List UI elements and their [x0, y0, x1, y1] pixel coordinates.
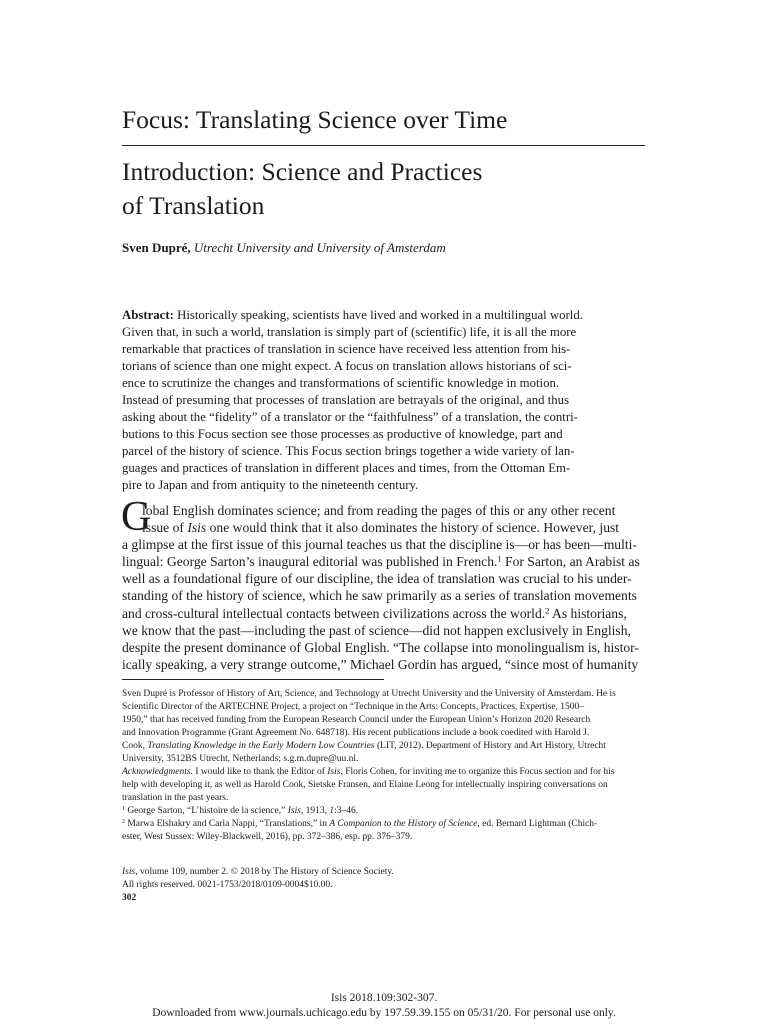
- abstract-line: ence to scrutinize the changes and transformations of scientific knowledge in motion.: [122, 376, 560, 390]
- abstract-line: pire to Japan and from antiquity to the nineteenth century.: [122, 478, 419, 492]
- body-text: [121, 494, 645, 673]
- text-run: one would think that it also dominates the history of science. However, just: [206, 520, 620, 536]
- body-line: [122, 536, 645, 553]
- italic-text: Isis,: [287, 806, 304, 816]
- italic-text: 1: [329, 806, 335, 816]
- abstract-line: [122, 307, 583, 324]
- footnote-line: [122, 805, 616, 818]
- text-run: help with developing it, as well as Harold Cook, Sietske Fransen, and Elaine Leong for intellectually inspiring conversations on: [122, 780, 608, 790]
- text-run: Sven Dupré is Professor of History of Art, Science, and Technology at Utrecht University and the University of Amsterdam. He is: [122, 689, 616, 699]
- text-run: standing of the history of science, which he saw primarily as a series of translation movements: [122, 588, 637, 604]
- abstract-line: Instead of presuming that processes of translation are betrayals of the original, and thus: [122, 393, 570, 407]
- italic-text: Isis: [187, 520, 207, 536]
- text-run: translation in the past years.: [122, 793, 229, 803]
- text-run: 1950,” that has received funding from the European Research Council under the European Union’s Horizon 2020 Research: [122, 715, 591, 725]
- footnote-line: [122, 766, 616, 779]
- body-line: [122, 656, 645, 673]
- text-run: issue of: [142, 520, 188, 536]
- article-title-line: of Translation: [122, 191, 265, 220]
- footnote-line: [122, 831, 616, 844]
- text-run: and cross-cultural intellectual contacts between civilizations across the world.: [122, 605, 546, 621]
- body-line: [122, 519, 645, 536]
- italic-text: Isis,: [327, 767, 343, 777]
- author-name: Sven Dupré,: [122, 240, 191, 255]
- body-line: [122, 639, 645, 656]
- text-run: Cook,: [122, 741, 148, 751]
- footnote-line: [122, 688, 616, 701]
- drop-cap: G: [121, 494, 152, 540]
- body-line: [122, 605, 645, 622]
- footnote-marker: 1: [122, 805, 125, 812]
- text-run: ed. Bernard Lightman (Chich-: [479, 819, 598, 829]
- text-run: 1913,: [303, 806, 330, 816]
- text-run: :3–46.: [334, 806, 359, 816]
- page-number: 302: [122, 893, 137, 903]
- body-line: [122, 553, 645, 570]
- body-lines: [122, 502, 645, 673]
- footnote-marker: 2: [122, 818, 125, 825]
- title-divider: [122, 145, 645, 146]
- byline: [122, 240, 446, 256]
- text-run: Scientific Director of the ARTECHNE Project, a project on “Technique in the Arts: Concepts, Practices, Expertise, 1500–: [122, 702, 585, 712]
- text-run: ester, West Sussex: Wiley-Blackwell, 2016), pp. 372–386, esp. pp. 376–379.: [122, 832, 413, 842]
- footnote-line: [122, 792, 616, 805]
- journal-citation: [122, 866, 394, 905]
- focus-section-title: Focus: Translating Science over Time: [122, 105, 508, 134]
- abstract-line: guages and practices of translation in different places and times, from the Ottoman Em-: [122, 461, 571, 475]
- footnote-line: [122, 714, 616, 727]
- page-reference: Isis 2018.109:302-307.: [330, 992, 438, 1004]
- abstract-line: torians of science than one might expect. A focus on translation allows historians of sci-: [122, 359, 572, 373]
- text-run: lingual: George Sarton’s inaugural editorial was published in French.: [122, 554, 498, 570]
- text-run: lobal English dominates science; and from reading the pages of this or any other recent: [142, 503, 616, 518]
- text-run: University, 3512BS Utrecht, Netherlands; s.g.m.dupre@uu.nl.: [122, 754, 359, 764]
- text-run: George Sarton, “L’histoire de la science,”: [124, 806, 288, 816]
- journal-name: Isis: [122, 867, 136, 877]
- text-run: and Innovation Programme (Grant Agreement No. 648718). His recent publications include a book coedited with Harold J.: [122, 728, 590, 738]
- article-title: [122, 155, 482, 223]
- italic-text: Acknowledgments.: [122, 767, 193, 777]
- text-run: we know that the past—including the past of science—did not happen exclusively in English,: [122, 622, 631, 638]
- citation-text: , volume 109, number 2. © 2018 by The History of Science Society.: [135, 867, 394, 877]
- footnote-line: [122, 753, 616, 766]
- footnote-line: [122, 701, 616, 714]
- text-run: Marwa Elshakry and Carla Nappi, “Translations,” in: [124, 819, 330, 829]
- abstract: [122, 307, 583, 494]
- footnote-marker: 2: [545, 604, 550, 615]
- article-title-line: Introduction: Science and Practices: [122, 157, 483, 186]
- text-run: well as a foundational figure of our discipline, the idea of translation was crucial to his under-: [122, 571, 632, 587]
- footnote-line: [122, 779, 616, 792]
- text-run: ically speaking, a very strange outcome,” Michael Gordin has argued, “since most of humanity: [122, 656, 639, 672]
- footnote-line: [122, 818, 616, 831]
- abstract-line: butions to this Focus section see those processes as productive of knowledge, part and: [122, 427, 563, 441]
- rights-line: All rights reserved. 0021-1753/2018/0109-0004$10.00.: [122, 880, 333, 890]
- abstract-text: Historically speaking, scientists have lived and worked in a multilingual world.: [173, 308, 583, 322]
- text-run: As historians,: [549, 605, 627, 621]
- text-run: For Sarton, an Arabist as: [501, 554, 640, 570]
- italic-text: A Companion to the History of Science,: [329, 819, 480, 829]
- body-line: [122, 502, 645, 519]
- abstract-line: asking about the “fidelity” of a translator or the “faithfulness” of a translation, the contri-: [122, 410, 578, 424]
- abstract-line: Given that, in such a world, translation is simply part of (scientific) life, it is all the more: [122, 325, 577, 339]
- text-run: (LIT, 2012). Department of History and Art History, Utrecht: [374, 741, 606, 751]
- text-run: a glimpse at the first issue of this journal teaches us that the discipline is—or has been—multi-: [122, 537, 637, 553]
- citation-line: [122, 866, 394, 879]
- footnotes: [122, 688, 616, 844]
- text-run: Floris Cohen, for inviting me to organize this Focus section and for his: [342, 767, 615, 777]
- footnote-divider: [122, 679, 384, 680]
- abstract-label: Abstract:: [122, 308, 174, 322]
- text-run: I would like to thank the Editor of: [192, 767, 328, 777]
- italic-text: Translating Knowledge in the Early Modern Low Countries: [147, 741, 375, 751]
- body-line: [122, 622, 645, 639]
- download-notice: Downloaded from www.journals.uchicago.edu by 197.59.39.155 on 05/31/20. For personal use only.: [152, 1007, 616, 1019]
- footnote-marker: 1: [497, 553, 502, 564]
- footnote-line: [122, 727, 616, 740]
- footnote-line: [122, 740, 616, 753]
- body-line: [122, 587, 645, 604]
- author-affiliation: Utrecht University and University of Amsterdam: [193, 240, 446, 255]
- abstract-line: remarkable that practices of translation in science have received less attention from his-: [122, 342, 571, 356]
- body-line: [122, 570, 645, 587]
- abstract-line: parcel of the history of science. This Focus section brings together a wide variety of lan-: [122, 444, 575, 458]
- text-run: despite the present dominance of Global English. “The collapse into monolingualism is, histor-: [122, 639, 639, 655]
